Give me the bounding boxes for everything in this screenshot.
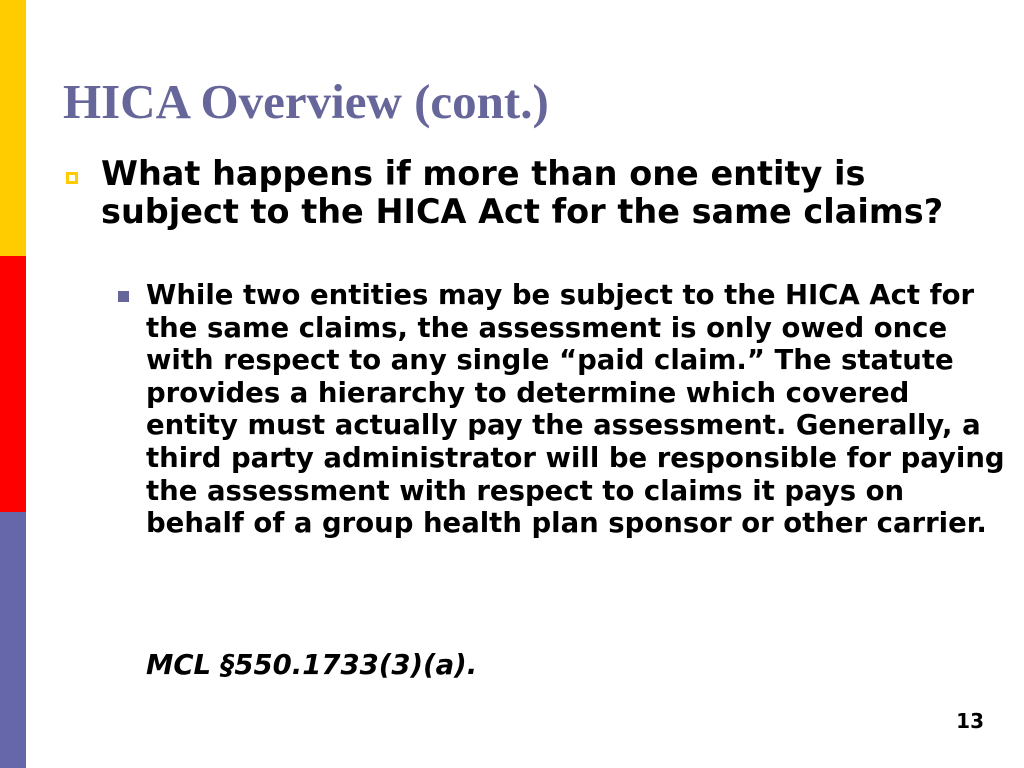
sub-bullet-answer-text: While two entities may be subject to the HICA Act for the same claims, the assessment is only owed once with respect to any single “paid claim.” The statute provides a hierarchy to determine which covered entity must actually pay the assessment. Generally, a third party administrator will be responsible for paying the assessment with respect to claims it pays on behalf of a group health plan sponsor or other carrier.: [146, 279, 1005, 540]
side-bar-red-segment: [0, 256, 26, 512]
side-bar-blue-segment: [0, 512, 26, 768]
side-bar-yellow-segment: [0, 0, 26, 256]
filled-square-bullet-icon: [118, 291, 129, 302]
hollow-square-bullet-icon: [66, 172, 78, 184]
slide-title: HICA Overview (cont.): [63, 74, 549, 129]
statute-citation: MCL §550.1733(3)(a).: [146, 649, 478, 681]
page-number: 13: [956, 709, 984, 733]
bullet-question-text: What happens if more than one entity is subject to the HICA Act for the same claims?: [101, 154, 944, 231]
